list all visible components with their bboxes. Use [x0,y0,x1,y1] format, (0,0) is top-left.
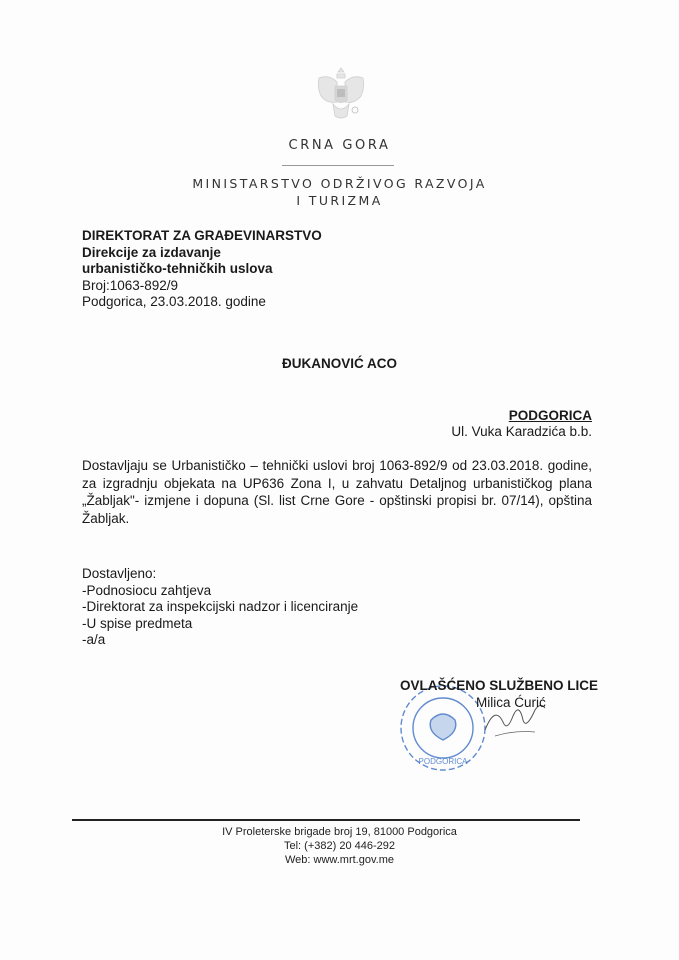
delivery-item: -Direktorat za inspekcijski nadzor i licenciranje [82,599,359,614]
recipient-city: PODGORICA [508,408,592,423]
header-divider [282,165,394,166]
department-line1: Direkcije za izdavanje [82,244,221,260]
delivery-list [82,566,358,649]
delivery-item: -a/a [82,632,106,647]
recipient-street: Ul. Vuka Karadzića b.b. [451,424,592,439]
place-date: Podgorica, 23.03.2018. godine [82,294,266,309]
sender-block [82,228,322,311]
signatory-title: OVLAŠĆENO SLUŽBENO LICE [400,678,599,693]
footer-divider [72,819,580,821]
ministry-name-line1: MINISTARSTVO ODRŽIVOG RAZVOJA [192,176,487,191]
department-line2: urbanističko-tehničkih uslova [82,261,273,276]
recipient-name: ĐUKANOVIĆ ACO [282,356,398,371]
footer-address: IV Proleterske brigade broj 19, 81000 Podgorica [222,826,457,838]
directorate-name: DIREKTORAT ZA GRAĐEVINARSTVO [82,228,322,243]
footer-contact [0,825,679,867]
delivery-item: -Podnosiocu zahtjeva [82,582,212,598]
ministry-name [0,175,679,209]
signatory-name: Milica Ćurić [476,695,546,710]
footer-web: Web: www.mrt.gov.me [284,854,394,866]
delivery-item: -U spise predmeta [82,615,193,631]
country-name: CRNA GORA [288,138,391,153]
body-paragraph: Dostavljaju se Urbanističko – tehnički uslovi broj 1063-892/9 od 23.03.2018. godine, za izgradnju objekata na UP636 Zona I, u zahvatu Detaljnog urbanističkog plana „Žabljak"- izmjene i dopuna (Sl. list Crne Gore - opštinski propisi br. 07/14), opština Žabljak. [82,458,592,526]
delivery-heading: Dostavljeno: [82,566,157,581]
ministry-name-line2: I TURIZMA [296,193,383,208]
footer-phone: Tel: (+382) 20 446-292 [284,840,395,852]
svg-text:PODGORICA: PODGORICA [418,757,468,766]
reference-number: Broj:1063-892/9 [82,277,179,293]
coat-of-arms-icon [313,62,369,124]
letter-body [82,457,592,527]
